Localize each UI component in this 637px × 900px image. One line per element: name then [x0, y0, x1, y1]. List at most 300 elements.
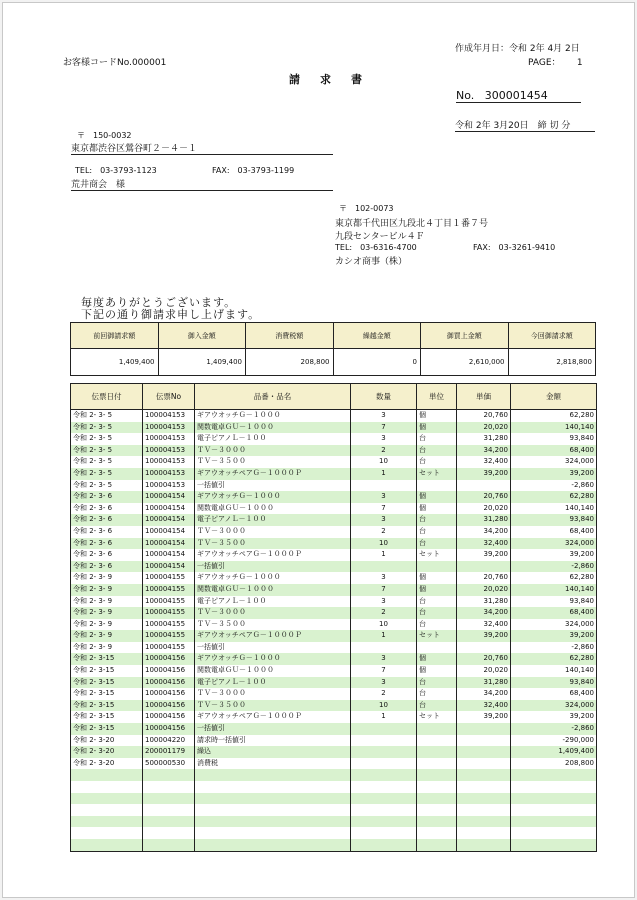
- detail-cell: 関数電卓ＧＵ－１０００: [195, 665, 351, 677]
- sender-company: カシオ商事（株）: [335, 257, 408, 267]
- detail-cell: [351, 769, 417, 781]
- detail-cell: ＴＶ－３５００: [195, 700, 351, 712]
- recipient-postal: 〒 150-0032: [77, 131, 132, 140]
- table-row: [71, 816, 597, 828]
- detail-cell: 一括値引: [195, 561, 351, 573]
- summary-value-cell: 208,800: [246, 349, 334, 376]
- detail-cell: [143, 804, 195, 816]
- recipient-address: 東京都渋谷区鶯谷町２－４－１: [71, 141, 333, 155]
- detail-cell: セット: [417, 549, 457, 561]
- summary-value-cell: 2,610,000: [421, 349, 509, 376]
- table-row: [71, 514, 597, 526]
- detail-header-cell: 数量: [351, 384, 417, 410]
- detail-cell: [511, 816, 597, 828]
- detail-cell: 個: [417, 491, 457, 503]
- detail-cell: [143, 793, 195, 805]
- detail-cell: 令和 2- 3-15: [71, 700, 143, 712]
- detail-cell: 100004153: [143, 410, 195, 422]
- detail-cell: 20,760: [457, 653, 511, 665]
- table-row: [71, 630, 597, 642]
- detail-cell: 一括値引: [195, 480, 351, 492]
- detail-cell: 68,400: [511, 526, 597, 538]
- greeting-line-2: 下記の通り御請求申し上げます。: [81, 308, 261, 321]
- detail-cell: [511, 839, 597, 851]
- detail-cell: [143, 781, 195, 793]
- detail-cell: 消費税: [195, 758, 351, 770]
- detail-cell: 100004154: [143, 549, 195, 561]
- invoice-number-value: 300001454: [484, 89, 548, 102]
- detail-cell: 200001179: [143, 746, 195, 758]
- detail-cell: [417, 480, 457, 492]
- summary-value-cell: 0: [333, 349, 421, 376]
- detail-cell: 32,400: [457, 456, 511, 468]
- detail-cell: 一括値引: [195, 642, 351, 654]
- detail-cell: 20,760: [457, 491, 511, 503]
- table-row: [71, 735, 597, 747]
- detail-cell: 34,200: [457, 526, 511, 538]
- detail-cell: [457, 839, 511, 851]
- detail-cell: 100004153: [143, 422, 195, 434]
- detail-cell: 100004156: [143, 677, 195, 689]
- detail-cell: [351, 827, 417, 839]
- detail-cell: 請求時一括値引: [195, 735, 351, 747]
- summary-header-cell: 御買上金額: [421, 323, 509, 349]
- detail-cell: [195, 839, 351, 851]
- detail-cell: 93,840: [511, 596, 597, 608]
- detail-cell: 令和 2- 3- 9: [71, 584, 143, 596]
- detail-header-cell: 単価: [457, 384, 511, 410]
- detail-cell: 7: [351, 503, 417, 515]
- detail-cell: 100004156: [143, 723, 195, 735]
- detail-cell: 100004154: [143, 491, 195, 503]
- detail-cell: 3: [351, 572, 417, 584]
- detail-cell: 20,020: [457, 665, 511, 677]
- summary-value-cell: 1,409,400: [158, 349, 246, 376]
- detail-cell: 令和 2- 3- 6: [71, 491, 143, 503]
- detail-cell: 31,280: [457, 514, 511, 526]
- detail-cell: 324,000: [511, 619, 597, 631]
- detail-cell: 令和 2- 3- 9: [71, 607, 143, 619]
- detail-cell: ＴＶ－３０００: [195, 607, 351, 619]
- detail-cell: 100004154: [143, 526, 195, 538]
- detail-cell: 台: [417, 688, 457, 700]
- detail-cell: 令和 2- 3- 5: [71, 468, 143, 480]
- detail-cell: 1: [351, 549, 417, 561]
- detail-cell: 39,200: [457, 630, 511, 642]
- table-row: [71, 642, 597, 654]
- detail-cell: セット: [417, 711, 457, 723]
- detail-cell: 令和 2- 3- 9: [71, 630, 143, 642]
- detail-cell: 10: [351, 538, 417, 550]
- issue-date: 作成年月日：令和 2年 4月 2日: [455, 44, 580, 54]
- detail-cell: 3: [351, 514, 417, 526]
- sender-fax: FAX: 03-3261-9410: [473, 243, 556, 252]
- detail-cell: 7: [351, 665, 417, 677]
- detail-cell: 台: [417, 596, 457, 608]
- table-row: [71, 723, 597, 735]
- detail-cell: [71, 827, 143, 839]
- detail-cell: セット: [417, 468, 457, 480]
- detail-cell: 2: [351, 607, 417, 619]
- detail-cell: 34,200: [457, 688, 511, 700]
- table-row: [71, 572, 597, 584]
- recipient-tel: TEL: 03-3793-1123: [75, 166, 157, 175]
- detail-cell: [71, 769, 143, 781]
- detail-cell: 令和 2- 3- 9: [71, 642, 143, 654]
- table-row: [71, 619, 597, 631]
- detail-cell: [457, 642, 511, 654]
- greeting-line-1: 毎度ありがとうございます。: [81, 296, 237, 309]
- detail-cell: ＴＶ－３５００: [195, 619, 351, 631]
- detail-cell: 100004155: [143, 630, 195, 642]
- detail-cell: 39,200: [457, 711, 511, 723]
- detail-cell: -2,860: [511, 642, 597, 654]
- detail-cell: 関数電卓ＧＵ－１０００: [195, 422, 351, 434]
- detail-cell: 個: [417, 572, 457, 584]
- detail-cell: [457, 746, 511, 758]
- detail-header-cell: 伝票日付: [71, 384, 143, 410]
- detail-cell: 2: [351, 445, 417, 457]
- detail-cell: [417, 746, 457, 758]
- detail-cell: 500000530: [143, 758, 195, 770]
- detail-cell: [195, 781, 351, 793]
- detail-cell: [457, 769, 511, 781]
- detail-cell: 令和 2- 3-15: [71, 665, 143, 677]
- detail-cell: [417, 561, 457, 573]
- detail-cell: セット: [417, 630, 457, 642]
- detail-cell: 324,000: [511, 456, 597, 468]
- summary-header-cell: 前回御請求額: [71, 323, 159, 349]
- detail-header-cell: 伝票No: [143, 384, 195, 410]
- table-row: [71, 526, 597, 538]
- detail-cell: ＴＶ－３０００: [195, 688, 351, 700]
- detail-cell: 100004154: [143, 538, 195, 550]
- table-row: [71, 491, 597, 503]
- detail-cell: 令和 2- 3- 9: [71, 619, 143, 631]
- detail-cell: [511, 804, 597, 816]
- table-row: [71, 769, 597, 781]
- table-row: [71, 839, 597, 851]
- detail-cell: 個: [417, 665, 457, 677]
- detail-cell: [351, 781, 417, 793]
- detail-cell: 個: [417, 584, 457, 596]
- detail-cell: 令和 2- 3- 9: [71, 596, 143, 608]
- detail-cell: [457, 758, 511, 770]
- detail-cell: [143, 827, 195, 839]
- detail-cell: 20,020: [457, 503, 511, 515]
- detail-cell: [417, 816, 457, 828]
- detail-cell: 31,280: [457, 433, 511, 445]
- detail-cell: 台: [417, 433, 457, 445]
- detail-cell: [417, 758, 457, 770]
- detail-cell: [457, 827, 511, 839]
- detail-cell: 台: [417, 514, 457, 526]
- table-row: [71, 665, 597, 677]
- detail-cell: 令和 2- 3- 5: [71, 422, 143, 434]
- detail-cell: 3: [351, 677, 417, 689]
- detail-cell: 39,200: [511, 468, 597, 480]
- invoice-page: [2, 2, 635, 898]
- detail-cell: ギアウオッチＧ－１０００: [195, 653, 351, 665]
- detail-cell: [417, 642, 457, 654]
- recipient-fax: FAX: 03-3793-1199: [212, 166, 295, 175]
- detail-cell: 10: [351, 619, 417, 631]
- detail-cell: 令和 2- 3-20: [71, 735, 143, 747]
- table-row: [71, 422, 597, 434]
- invoice-number: [456, 89, 581, 103]
- detail-cell: 台: [417, 538, 457, 550]
- detail-cell: [351, 839, 417, 851]
- detail-cell: 令和 2- 3- 9: [71, 572, 143, 584]
- detail-cell: 100004155: [143, 619, 195, 631]
- detail-cell: 62,280: [511, 491, 597, 503]
- table-row: [71, 584, 597, 596]
- detail-cell: 100004155: [143, 596, 195, 608]
- detail-cell: [457, 561, 511, 573]
- table-row: [71, 746, 597, 758]
- detail-cell: -2,860: [511, 480, 597, 492]
- detail-cell: 一括値引: [195, 723, 351, 735]
- detail-cell: 10: [351, 456, 417, 468]
- table-row: [71, 758, 597, 770]
- detail-cell: 34,200: [457, 445, 511, 457]
- detail-cell: [417, 827, 457, 839]
- sender-address: 東京都千代田区九段北４丁目１番７号: [335, 219, 489, 229]
- detail-cell: 100004155: [143, 584, 195, 596]
- detail-cell: 令和 2- 3- 6: [71, 549, 143, 561]
- detail-cell: 台: [417, 677, 457, 689]
- detail-cell: 令和 2- 3- 5: [71, 445, 143, 457]
- detail-cell: 324,000: [511, 538, 597, 550]
- detail-cell: 100004156: [143, 665, 195, 677]
- detail-cell: [351, 735, 417, 747]
- table-row: [71, 688, 597, 700]
- detail-header-cell: 品番・品名: [195, 384, 351, 410]
- detail-cell: 100004156: [143, 711, 195, 723]
- table-row: [71, 561, 597, 573]
- page-number: PAGE： 1: [528, 58, 583, 68]
- detail-cell: [71, 816, 143, 828]
- detail-cell: 100004154: [143, 503, 195, 515]
- detail-header-cell: 金額: [511, 384, 597, 410]
- detail-cell: 20,760: [457, 410, 511, 422]
- detail-cell: 個: [417, 653, 457, 665]
- detail-cell: [457, 781, 511, 793]
- sender-building: 九段センタービル４Ｆ: [335, 232, 425, 242]
- detail-cell: 31,280: [457, 596, 511, 608]
- detail-cell: 20,020: [457, 584, 511, 596]
- detail-cell: [417, 723, 457, 735]
- detail-cell: 電子ピアノＬ－１００: [195, 433, 351, 445]
- detail-cell: 32,400: [457, 700, 511, 712]
- detail-cell: 68,400: [511, 688, 597, 700]
- detail-cell: 令和 2- 3- 5: [71, 456, 143, 468]
- closing-date: 令和 2年 3月20日 締 切 分: [455, 118, 595, 132]
- detail-cell: 3: [351, 491, 417, 503]
- table-row: [71, 653, 597, 665]
- detail-cell: [351, 746, 417, 758]
- detail-cell: [351, 804, 417, 816]
- table-row: [71, 433, 597, 445]
- summary-header-cell: 繰越金額: [333, 323, 421, 349]
- detail-cell: [417, 781, 457, 793]
- detail-cell: 1: [351, 468, 417, 480]
- detail-cell: 100004153: [143, 433, 195, 445]
- detail-cell: 7: [351, 584, 417, 596]
- detail-cell: [457, 723, 511, 735]
- detail-cell: 39,200: [457, 549, 511, 561]
- detail-cell: [457, 480, 511, 492]
- detail-cell: 3: [351, 596, 417, 608]
- detail-cell: 100004156: [143, 700, 195, 712]
- table-row: [71, 456, 597, 468]
- detail-cell: ＴＶ－３０００: [195, 526, 351, 538]
- detail-cell: 台: [417, 619, 457, 631]
- summary-header-cell: 御入金額: [158, 323, 246, 349]
- detail-cell: 39,200: [511, 711, 597, 723]
- detail-cell: 39,200: [511, 630, 597, 642]
- detail-cell: [195, 793, 351, 805]
- detail-cell: 100004153: [143, 456, 195, 468]
- detail-cell: 140,140: [511, 584, 597, 596]
- detail-cell: -290,000: [511, 735, 597, 747]
- detail-cell: [195, 816, 351, 828]
- detail-cell: ＴＶ－３０００: [195, 445, 351, 457]
- table-row: [71, 596, 597, 608]
- detail-cell: 100004155: [143, 607, 195, 619]
- detail-cell: 20,760: [457, 572, 511, 584]
- detail-table: [70, 383, 597, 852]
- detail-cell: 令和 2- 3-15: [71, 688, 143, 700]
- detail-cell: 関数電卓ＧＵ－１０００: [195, 503, 351, 515]
- detail-cell: 令和 2- 3- 5: [71, 433, 143, 445]
- table-row: [71, 480, 597, 492]
- summary-header-cell: 消費税額: [246, 323, 334, 349]
- detail-cell: 電子ピアノＬ－１００: [195, 514, 351, 526]
- detail-cell: 93,840: [511, 677, 597, 689]
- detail-cell: ギアウオッチペアＧ－１０００Ｐ: [195, 711, 351, 723]
- customer-code: お客様コードNo.000001: [63, 58, 167, 68]
- detail-cell: 1: [351, 630, 417, 642]
- detail-header-cell: 単位: [417, 384, 457, 410]
- detail-cell: 100004156: [143, 688, 195, 700]
- detail-cell: 100004155: [143, 572, 195, 584]
- summary-value-cell: 1,409,400: [71, 349, 159, 376]
- detail-cell: 7: [351, 422, 417, 434]
- detail-cell: [195, 769, 351, 781]
- detail-cell: 208,800: [511, 758, 597, 770]
- detail-cell: 62,280: [511, 410, 597, 422]
- detail-cell: 電子ピアノＬ－１００: [195, 677, 351, 689]
- detail-cell: 34,200: [457, 607, 511, 619]
- detail-cell: 令和 2- 3- 5: [71, 410, 143, 422]
- detail-cell: 93,840: [511, 514, 597, 526]
- detail-cell: [457, 793, 511, 805]
- detail-cell: 1,409,400: [511, 746, 597, 758]
- detail-cell: [351, 723, 417, 735]
- detail-cell: 令和 2- 3-20: [71, 758, 143, 770]
- detail-cell: 68,400: [511, 607, 597, 619]
- detail-cell: 140,140: [511, 503, 597, 515]
- summary-value-cell: 2,818,800: [508, 349, 596, 376]
- detail-cell: [351, 816, 417, 828]
- detail-cell: 令和 2- 3-15: [71, 677, 143, 689]
- detail-cell: 3: [351, 410, 417, 422]
- detail-cell: [417, 839, 457, 851]
- detail-cell: [417, 804, 457, 816]
- detail-cell: ギアウオッチＧ－１０００: [195, 572, 351, 584]
- detail-cell: [351, 758, 417, 770]
- detail-cell: 個: [417, 410, 457, 422]
- detail-cell: ギアウオッチペアＧ－１０００Ｐ: [195, 630, 351, 642]
- detail-cell: 68,400: [511, 445, 597, 457]
- detail-cell: [143, 816, 195, 828]
- detail-cell: 令和 2- 3-15: [71, 653, 143, 665]
- sender-tel: TEL: 03-6316-4700: [335, 243, 417, 252]
- detail-cell: 2: [351, 526, 417, 538]
- table-row: [71, 503, 597, 515]
- detail-cell: ＴＶ－３５００: [195, 538, 351, 550]
- detail-cell: 令和 2- 3- 6: [71, 514, 143, 526]
- detail-cell: 繰込: [195, 746, 351, 758]
- table-row: [71, 711, 597, 723]
- detail-cell: [511, 827, 597, 839]
- detail-cell: [351, 793, 417, 805]
- detail-cell: 令和 2- 3- 6: [71, 538, 143, 550]
- detail-cell: [457, 804, 511, 816]
- detail-cell: 台: [417, 456, 457, 468]
- detail-cell: 100004154: [143, 561, 195, 573]
- detail-cell: [457, 816, 511, 828]
- detail-cell: ギアウオッチペアＧ－１０００Ｐ: [195, 549, 351, 561]
- detail-cell: 62,280: [511, 572, 597, 584]
- detail-cell: 100004153: [143, 468, 195, 480]
- detail-cell: [71, 781, 143, 793]
- detail-cell: ギアウオッチＧ－１０００: [195, 410, 351, 422]
- table-row: [71, 607, 597, 619]
- detail-cell: [71, 793, 143, 805]
- detail-cell: 関数電卓ＧＵ－１０００: [195, 584, 351, 596]
- detail-cell: 令和 2- 3- 6: [71, 526, 143, 538]
- detail-cell: [143, 839, 195, 851]
- table-row: [71, 677, 597, 689]
- detail-cell: [511, 769, 597, 781]
- detail-cell: 31,280: [457, 677, 511, 689]
- table-row: [71, 700, 597, 712]
- table-row: [71, 781, 597, 793]
- detail-cell: [143, 769, 195, 781]
- detail-cell: 32,400: [457, 538, 511, 550]
- detail-cell: 100004153: [143, 445, 195, 457]
- detail-cell: 100004156: [143, 653, 195, 665]
- detail-cell: 1: [351, 711, 417, 723]
- table-row: [71, 538, 597, 550]
- detail-cell: [351, 561, 417, 573]
- detail-cell: 93,840: [511, 433, 597, 445]
- detail-cell: 台: [417, 700, 457, 712]
- table-row: [71, 549, 597, 561]
- summary-table: [70, 322, 596, 376]
- table-row: [71, 410, 597, 422]
- sender-postal: 〒 102-0073: [339, 204, 394, 213]
- detail-cell: 令和 2- 3- 6: [71, 561, 143, 573]
- detail-cell: 個: [417, 503, 457, 515]
- document-title: 請求書: [289, 73, 382, 86]
- detail-cell: [71, 804, 143, 816]
- detail-cell: 令和 2- 3- 5: [71, 480, 143, 492]
- detail-cell: [351, 642, 417, 654]
- invoice-number-label: No.: [456, 89, 475, 102]
